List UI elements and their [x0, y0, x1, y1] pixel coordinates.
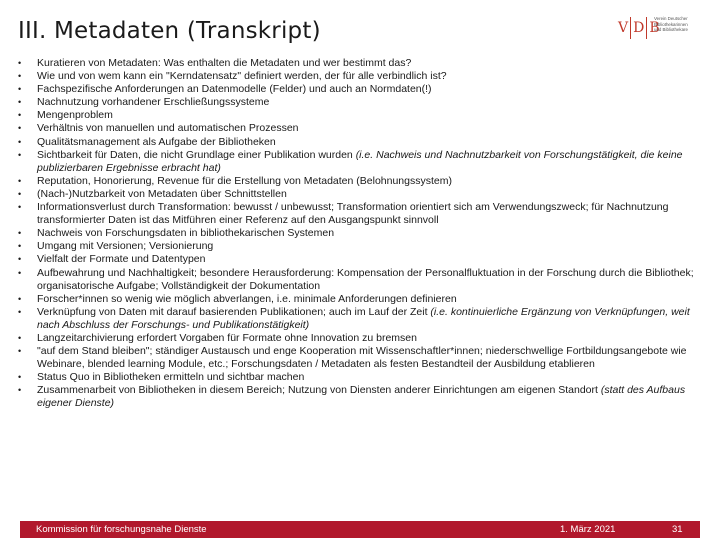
- bullet-dot-icon: •: [18, 202, 22, 213]
- bullet-text: Vielfalt der Formate und Datentypen: [37, 253, 206, 266]
- bullet-text: Nachweis von Forschungsdaten in bibliothekarischen Systemen: [37, 227, 335, 240]
- bullet-item: [18, 306, 708, 332]
- bullet-text: Langzeitarchivierung erfordert Vorgaben für Formate ohne Innovation zu bremsen: [37, 331, 417, 344]
- footer-date: 1. März 2021: [560, 524, 616, 535]
- bullet-text: Verknüpfung von Daten mit darauf basierenden Publikationen; auch im Lauf der Zeit: [37, 305, 431, 318]
- bullet-dot-icon: •: [18, 97, 22, 108]
- bullet-item: [18, 70, 708, 83]
- logo-letter-v: V: [618, 20, 629, 36]
- bullet-emphasis: (statt des Aufbaus eigener Dienste): [37, 384, 686, 410]
- bullet-text: (Nach-)Nutzbarkeit von Metadaten über Schnittstellen: [37, 187, 287, 200]
- bullet-item: [18, 371, 708, 384]
- bullet-dot-icon: •: [18, 346, 22, 357]
- bullet-item: [18, 345, 708, 371]
- bullet-emphasis: (i.e. Nachweis und Nachnutzbarkeit von Forschungstätigkeit, die keine publizierbaren Ergebnisse erbracht hat): [37, 148, 683, 174]
- bullet-dot-icon: •: [18, 71, 22, 82]
- bullet-dot-icon: •: [18, 306, 22, 317]
- bullet-dot-icon: •: [18, 228, 22, 239]
- bullet-item: [18, 57, 708, 70]
- bullet-dot-icon: •: [18, 58, 22, 68]
- bullet-dot-icon: •: [18, 175, 22, 186]
- bullet-dot-icon: •: [18, 136, 22, 147]
- bullet-item: [18, 175, 708, 188]
- bullet-dot-icon: •: [18, 254, 22, 265]
- bullet-text: Nachnutzung vorhandener Erschließungssysteme: [37, 96, 270, 109]
- bullet-dot-icon: •: [18, 188, 22, 199]
- bullet-text: "auf dem Stand bleiben"; ständiger Austausch und enge Kooperation mit Wissenschaftler*innen; niederschwellige Fortbildungsangebote wie Webinare, blended learning Module, etc.; Forschungsdaten / Metadaten als festen Bestandteil der Ausbildung etablieren: [37, 345, 687, 371]
- slide-title: III. Metadaten (Transkript): [18, 18, 321, 44]
- logo-line: und Bibliothekare: [654, 27, 688, 33]
- bullet-dot-icon: •: [18, 241, 22, 252]
- bullet-text: Wie und von wem kann ein "Kerndatensatz" definiert werden, der für alle verbindlich ist?: [37, 70, 447, 83]
- bullet-dot-icon: •: [18, 84, 22, 95]
- bullet-item: [18, 332, 708, 345]
- bullet-item: [18, 293, 708, 306]
- logo-letter-d: D: [633, 20, 645, 36]
- logo-line: Bibliothekarinnen: [654, 21, 688, 27]
- bullet-text: Zusammenarbeit von Bibliotheken in diesem Bereich; Nutzung von Diensten anderer Einrichtungen am eigenen Standort: [37, 384, 601, 397]
- bullet-dot-icon: •: [18, 110, 22, 121]
- logo-letter-b: B: [649, 20, 660, 36]
- bullet-dot-icon: •: [18, 372, 22, 383]
- bullet-text: Verhältnis von manuellen und automatischen Prozessen: [37, 122, 299, 135]
- bullet-text: Fachspezifische Anforderungen an Datenmodelle (Felder) und auch an Normdaten(!): [37, 83, 432, 96]
- bullet-text: Forscher*innen so wenig wie möglich abverlangen, i.e. minimale Anforderungen definieren: [37, 292, 457, 305]
- bullet-dot-icon: •: [18, 293, 22, 304]
- bullet-emphasis: (i.e. kontinuierliche Ergänzung von Verknüpfungen, weit nach Abschluss der Forschungs- und Publikationstätigkeit): [37, 305, 690, 331]
- bullet-item: [18, 149, 708, 175]
- bullet-dot-icon: •: [18, 123, 22, 134]
- bullet-item: [18, 201, 708, 227]
- bullet-text: Mengenproblem: [37, 109, 113, 122]
- bullet-item: [18, 384, 708, 410]
- bullet-item: [18, 122, 708, 135]
- bullet-item: [18, 136, 708, 149]
- bullet-dot-icon: •: [18, 385, 22, 396]
- logo-line: Verein Deutscher: [654, 16, 688, 21]
- bullet-item: [18, 109, 708, 122]
- bullet-text: Reputation, Honorierung, Revenue für die Erstellung von Metadaten (Belohnungssystem): [37, 174, 452, 187]
- bullet-text: Status Quo in Bibliotheken ermitteln und sichtbar machen: [37, 371, 305, 384]
- bullet-dot-icon: •: [18, 267, 22, 278]
- bullet-item: [18, 240, 708, 253]
- bullet-item: [18, 253, 708, 266]
- bullet-dot-icon: •: [18, 149, 22, 160]
- bullet-item: [18, 96, 708, 109]
- bullet-item: [18, 267, 708, 293]
- bullet-item: [18, 188, 708, 201]
- bullet-text: Aufbewahrung und Nachhaltigkeit; besondere Herausforderung: Kompensation der Personalfluktuation in der Forschung durch die Bibliothek; organisatorische Aufgabe; Vollständigkeit der Dokumentation: [37, 266, 694, 292]
- footer-label: Kommission für forschungsnahe Dienste: [36, 524, 207, 535]
- bullet-item: [18, 83, 708, 96]
- footer-bar: [20, 521, 700, 538]
- footer-page-number: 31: [672, 524, 683, 535]
- bullet-text: Qualitätsmanagement als Aufgabe der Bibliotheken: [37, 135, 276, 148]
- bullet-item: [18, 227, 708, 240]
- logo-text: [654, 16, 708, 33]
- vdb-logo: [618, 14, 708, 44]
- bullet-dot-icon: •: [18, 332, 22, 343]
- bullet-text: Umgang mit Versionen; Versionierung: [37, 240, 214, 253]
- bullet-list: [18, 57, 708, 411]
- bullet-text: Informationsverlust durch Transformation: bewusst / unbewusst; Transformation orientiert sich am Verwendungszweck; für Nachnutzung transformierter Daten ist das Mitführen einer Referenz auf den Ausgangspunkt sinnvoll: [37, 201, 669, 227]
- bullet-text: Sichtbarkeit für Daten, die nicht Grundlage einer Publikation wurden: [37, 148, 356, 161]
- bullet-text: Kuratieren von Metadaten: Was enthalten die Metadaten und wer bestimmt das?: [37, 57, 412, 69]
